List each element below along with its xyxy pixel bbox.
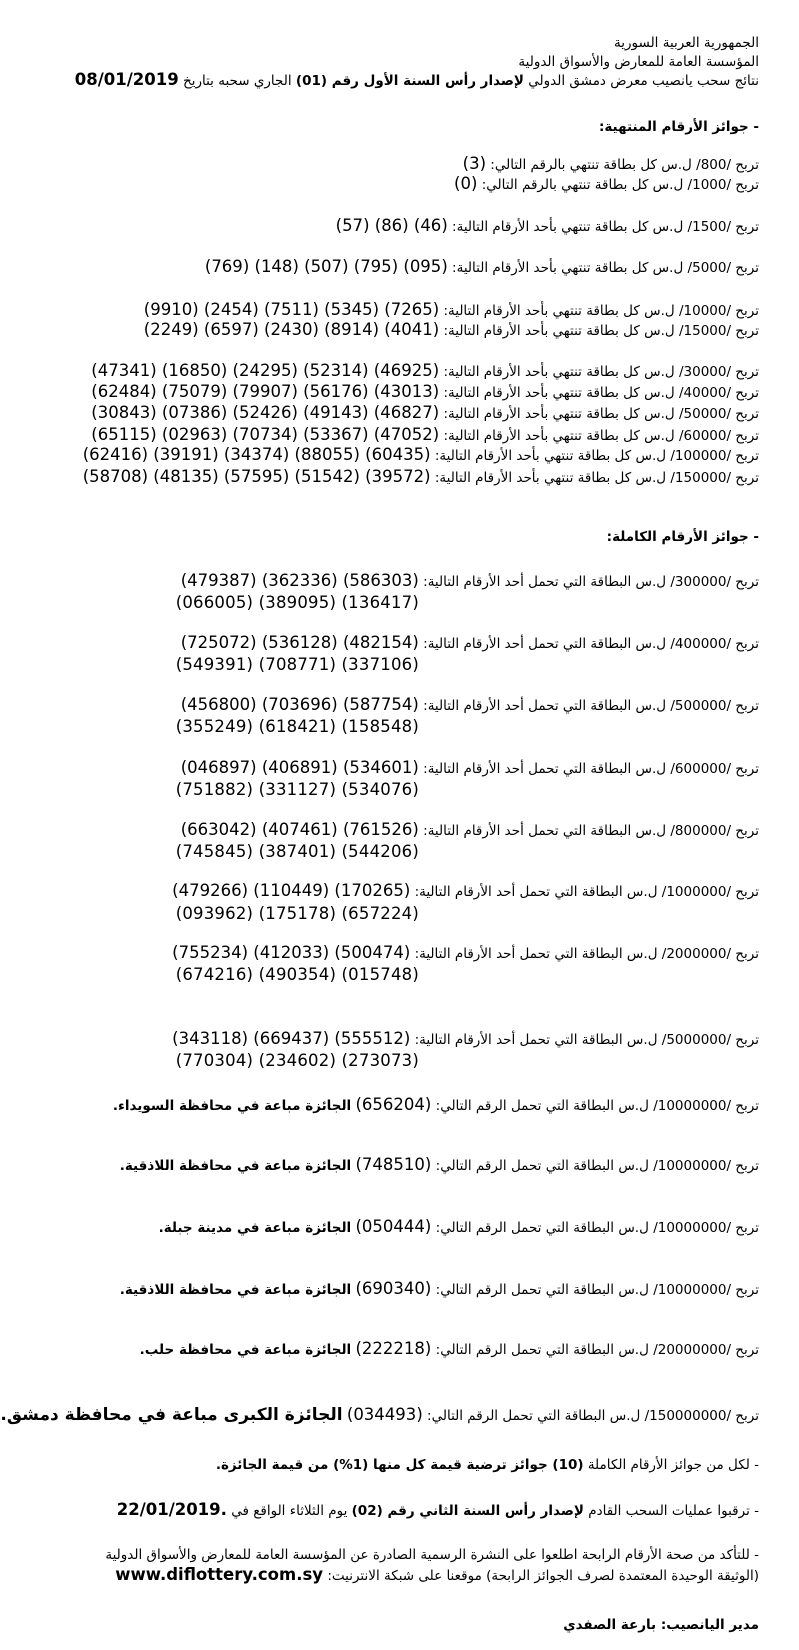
website-link[interactable]: www.diflottery.com.sy — [115, 1565, 324, 1584]
full-row-continuation: (657224) (175178) (093962) — [175, 904, 419, 923]
ending-row: تربح /10000/ ل.س كل بطاقة تنتهي بأحد الأرقام التالية: (7265) (5345) (7511) (2454) (9910) — [143, 300, 759, 319]
sold-prize-row: تربح /10000000/ ل.س البطاقة التي تحمل الرقم التالي: (748510) الجائزة مباعة في محافظة اللاذقية. — [119, 1155, 759, 1174]
draw-date: 08/01/2019 — [74, 70, 179, 89]
full-row: تربح /400000/ ل.س البطاقة التي تحمل أحد الأرقام التالية: (482154) (536128) (725072) — [180, 633, 759, 652]
ending-row: تربح /40000/ ل.س كل بطاقة تنتهي بأحد الأرقام التالية: (43013) (56176) (79907) (75079) (62484) — [91, 382, 759, 401]
ending-row: تربح /1500/ ل.س كل بطاقة تنتهي بأحد الأرقام التالية: (46) (86) (57) — [335, 216, 759, 235]
ending-row: تربح /15000/ ل.س كل بطاقة تنتهي بأحد الأرقام التالية: (4041) (8914) (2430) (6597) (2249) — [143, 320, 759, 339]
ending-row: تربح /800/ ل.س كل بطاقة تنتهي بالرقم التالي: (3) — [462, 154, 759, 173]
full-row: تربح /5000000/ ل.س البطاقة التي تحمل أحد الأرقام التالية: (555512) (669437) (343118) — [172, 1029, 759, 1048]
sold-prize-row: تربح /20000000/ ل.س البطاقة التي تحمل الرقم التالي: (222218) الجائزة مباعة في محافظة حلب. — [139, 1339, 759, 1358]
full-section-heading: - جوائز الأرقام الكاملة: — [606, 529, 759, 545]
full-row-continuation: (337106) (708771) (549391) — [175, 655, 419, 674]
ending-section-heading: - جوائز الأرقام المنتهية: — [598, 119, 759, 135]
full-row-continuation: (015748) (490354) (674216) — [175, 965, 419, 984]
full-row-continuation: (136417) (389095) (066005) — [175, 593, 419, 612]
ending-row: تربح /60000/ ل.س كل بطاقة تنتهي بأحد الأرقام التالية: (47052) (53367) (70734) (02963) (65115) — [91, 425, 759, 444]
sold-prize-row: تربح /10000000/ ل.س البطاقة التي تحمل الرقم التالي: (050444) الجائزة مباعة في مدينة جبلة. — [158, 1217, 759, 1236]
full-row-continuation: (544206) (387401) (745845) — [175, 842, 419, 861]
full-row-continuation: (273073) (234602) (770304) — [175, 1051, 419, 1070]
lottery-manager: مدير اليانصيب: بارعة الصفدي — [563, 1617, 759, 1633]
full-row: تربح /800000/ ل.س البطاقة التي تحمل أحد الأرقام التالية: (761526) (407461) (663042) — [180, 820, 759, 839]
next-draw-note: - ترقبوا عمليات السحب القادم لإصدار رأس السنة الثاني رقم (02) يوم الثلاثاء الواقع في 22/01/2019. — [116, 1500, 759, 1519]
full-row-continuation: (534076) (331127) (751882) — [175, 780, 419, 799]
full-row: تربح /600000/ ل.س البطاقة التي تحمل أحد الأرقام التالية: (534601) (406891) (046897) — [180, 758, 759, 777]
grand-prize-row: تربح /150000000/ ل.س البطاقة التي تحمل الرقم التالي: (034493) الجائزة الكبرى مباعة في محافظة دمشق. — [0, 1405, 759, 1425]
full-row-continuation: (158548) (618421) (355249) — [175, 717, 419, 736]
next-draw-date: 22/01/2019. — [116, 1500, 227, 1519]
ending-row: تربح /100000/ ل.س كل بطاقة تنتهي بأحد الأرقام التالية: (60435) (88055) (34374) (39191) (62416) — [82, 445, 759, 464]
header-results-title: نتائج سحب يانصيب معرض دمشق الدولي لإصدار رأس السنة الأول رقم (01) الجاري سحبه بتاريخ 08/01/2019 — [74, 70, 759, 89]
full-row: تربح /2000000/ ل.س البطاقة التي تحمل أحد الأرقام التالية: (500474) (412033) (755234) — [172, 943, 759, 962]
ending-row: تربح /5000/ ل.س كل بطاقة تنتهي بأحد الأرقام التالية: (095) (795) (507) (148) (769) — [204, 257, 759, 276]
verify-note-line1: - للتأكد من صحة الأرقام الرابحة اطلعوا على النشرة الرسمية الصادرة عن المؤسسة العامة للمعارض والأسواق الدولية — [105, 1547, 759, 1563]
full-row: تربح /1000000/ ل.س البطاقة التي تحمل أحد الأرقام التالية: (170265) (110449) (479266) — [172, 881, 759, 900]
consolation-note: - لكل من جوائز الأرقام الكاملة (10) جوائز ترضية قيمة كل منها (1%) من قيمة الجائزة. — [215, 1457, 759, 1473]
header-country: الجمهورية العربية السورية — [614, 35, 759, 51]
verify-note-line2: (الوثيقة الوحيدة المعتمدة لصرف الجوائز الرابحة) موقعنا على شبكة الانترنيت: www.diflottery.com.sy — [115, 1565, 759, 1584]
sold-prize-row: تربح /10000000/ ل.س البطاقة التي تحمل الرقم التالي: (690340) الجائزة مباعة في محافظة اللاذقية. — [119, 1279, 759, 1298]
full-row: تربح /300000/ ل.س البطاقة التي تحمل أحد الأرقام التالية: (586303) (362336) (479387) — [180, 571, 759, 590]
header-organization: المؤسسة العامة للمعارض والأسواق الدولية — [518, 54, 759, 70]
sold-prize-row: تربح /10000000/ ل.س البطاقة التي تحمل الرقم التالي: (656204) الجائزة مباعة في محافظة السويداء. — [112, 1095, 759, 1114]
ending-row: تربح /50000/ ل.س كل بطاقة تنتهي بأحد الأرقام التالية: (46827) (49143) (52426) (07386) (30843) — [91, 403, 759, 422]
ending-row: تربح /150000/ ل.س كل بطاقة تنتهي بأحد الأرقام التالية: (39572) (51542) (57595) (48135) (58708) — [82, 467, 759, 486]
full-row: تربح /500000/ ل.س البطاقة التي تحمل أحد الأرقام التالية: (587754) (703696) (456800) — [180, 695, 759, 714]
ending-row: تربح /30000/ ل.س كل بطاقة تنتهي بأحد الأرقام التالية: (46925) (52314) (24295) (16850) (47341) — [91, 361, 759, 380]
ending-row: تربح /1000/ ل.س كل بطاقة تنتهي بالرقم التالي: (0) — [454, 174, 759, 193]
